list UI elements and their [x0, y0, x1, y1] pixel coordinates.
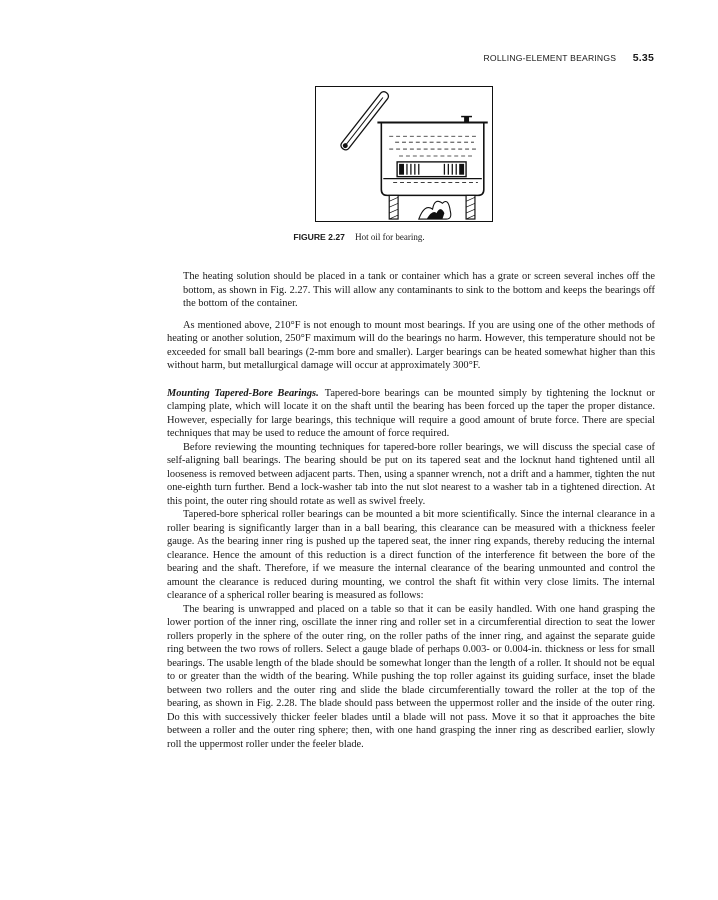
- figure-caption: [0, 232, 718, 242]
- paragraph-clearance-measurement: The bearing is unwrapped and placed on a table so that it can be easily handled. With one hand grasping the lower portion of the inner ring, oscillate the inner ring and roller set in a circumferential direction to seat the lower rollers properly in the sphere of the outer ring, on the roller paths of the inner ring, and against the separate guide ring between the two rows of rollers. Select a gauge blade of perhaps 0.003- or 0.004-in. thickness or less for small bearings. The usable length of the blade should be somewhat longer than the length of a roller. It should not be equal to or greater than the width of the bearing. While pushing the top roller against its guiding surface, inset the blade between two rollers and the outer ring and slide the blade circumferentially toward the roller at the top of the bearing, as shown in Fig. 2.28. The blade should pass between the uppermost roller and the inside of the outer ring. Do this with successively thicker feeler blades until a blade will not pass. Move it so that it approaches the bite between a roller and the outer ring sphere; then, with one hand grasping the inner ring as described earlier, slowly roll the uppermost roller under the feeler blade.: [167, 603, 655, 750]
- figure-label: FIGURE 2.27: [293, 232, 345, 242]
- section-run-in-heading: Mounting Tapered-Bore Bearings.: [167, 387, 319, 399]
- paragraph-mounting-tapered-bore: [167, 387, 655, 441]
- running-header: [484, 52, 654, 64]
- hot-oil-tank-drawing: [316, 87, 492, 221]
- figure-caption-text: Hot oil for bearing.: [355, 232, 425, 242]
- figure-2-27-illustration: [315, 86, 493, 222]
- paragraph-spherical-roller-bearings: Tapered-bore spherical roller bearings can be mounted a bit more scientifically. Since the internal clearance in a roller bearing is significantly larger than in a ball bearing, this clearance can be measured with a thickness feeler gauge. As the bearing inner ring is pushed up the tapered seat, the inner ring expands, thereby reducing the internal clearance. Hence the amount of this reduction is a direct function of the interference fit between the bore of the bearing and the shaft. Therefore, if we measure the internal clearance of the bearing unmounted and control the amount the clearance is reduced during mounting, we control the shaft fit within very close limits. The internal clearance of a spherical roller bearing is measured as follows:: [167, 509, 655, 601]
- paragraph-heating-solution: The heating solution should be placed in a tank or container which has a grate or screen several inches off the bottom, as shown in Fig. 2.27. This will allow any contaminants to sink to the bottom and keeps the bearings off the bottom of the container.: [183, 271, 655, 309]
- body-text: [167, 270, 655, 751]
- paragraph-mounting-tapered-bore-text: Tapered-bore bearings can be mounted simply by tightening the locknut or clamping plate, which will locate it on the shaft until the bearing has been forced up the taper the proper distance. However, especially for large bearings, this technique will require a good amount of brute force. There are special techniques that may be used to reduce the amount of force required.: [167, 387, 655, 439]
- running-title: ROLLING-ELEMENT BEARINGS: [483, 53, 617, 63]
- paragraph-self-aligning-ball-bearings: Before reviewing the mounting techniques for tapered-bore roller bearings, we will discuss the special case of self-aligning ball bearings. The bearing should be put on its tapered seat and the locknut hand tightened until all looseness is removed between adjacent parts. Then, using a spanner wrench, not a drift and a hammer, tighten the nut one-eighth turn further. Bend a lock-washer tab into the nut slot nearest to a washer tab in a tightened direction. At this point, the outer ring should rotate as well as swivel freely.: [167, 441, 655, 507]
- paragraph-temperature-limits: As mentioned above, 210°F is not enough to mount most bearings. If you are using one of the other methods of heating or another solution, 250°F maximum will do the bearings no harm. However, this temperature should not be exceeded for small ball bearings (2-mm bore and smaller). Larger bearings can be heated somewhat higher than this without harm, but metallurgical damage will occur at approximately 300°F.: [167, 319, 655, 371]
- page-number: 5.35: [632, 52, 654, 64]
